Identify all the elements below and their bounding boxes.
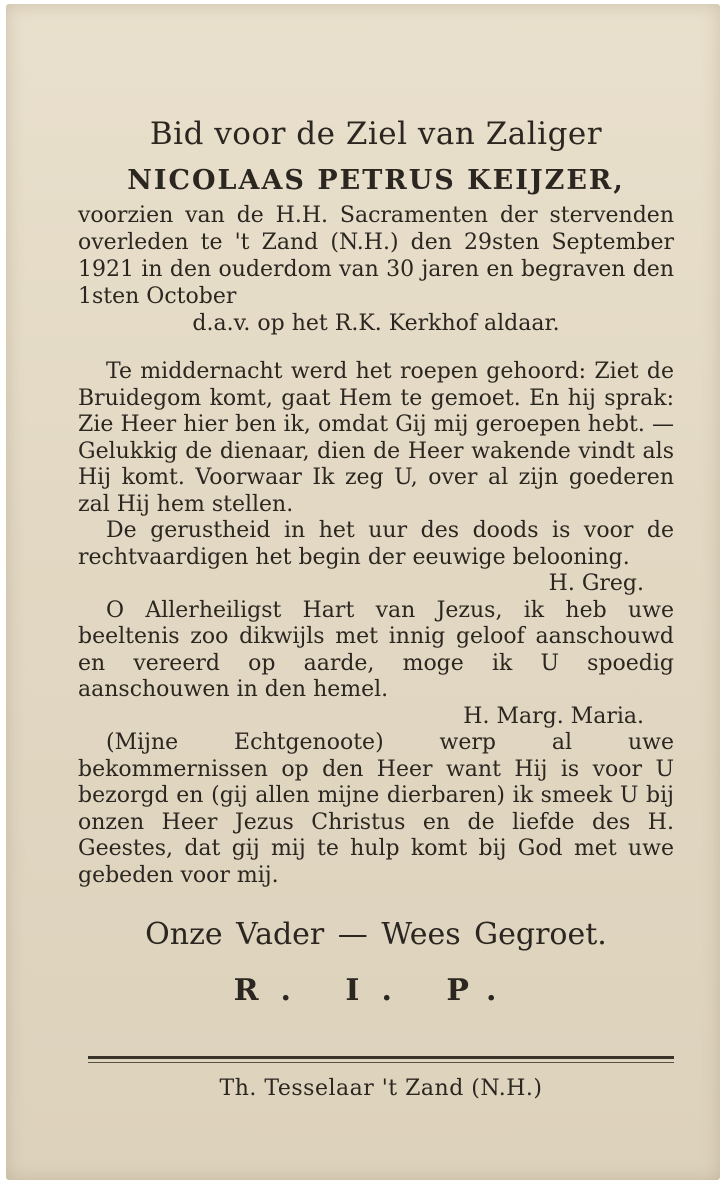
rip: R. I. P. <box>233 973 519 1008</box>
prayer-line: Onze Vader — Wees Gegroet. <box>145 917 607 952</box>
verse-paragraph: (Mijne Echtgenoote) werp al uwe bekommernissen op den Heer want Hij is voor U bezorgd en (gij allen mijne dierbaren) ik smeek U bij onzen Heer Jezus Christus en de liefde des H. Geestes, dat gij mij te hulp komt bij God met uwe gebeden voor mij. <box>78 730 674 888</box>
intro-last-line: d.a.v. op het R.K. Kerkhof aldaar. <box>192 311 560 336</box>
verses <box>78 359 674 889</box>
verse-paragraph: Te middernacht werd het roepen gehoord: Ziet de Bruidegom komt, gaat Hem te gemoet. En hij sprak: Zie Heer hier ben ik, omdat Gij mij geroepen hebt. — Gelukkig de dienaar, dien de Heer wakende vindt als Hij komt. Voorwaar Ik zeg U, over al zijn goederen zal Hij hem stellen. <box>78 359 674 517</box>
heading: Bid voor de Ziel van Zaliger <box>149 116 603 152</box>
intro-main: voorzien van de H.H. Sacramenten der stervenden overleden te 't Zand (N.H.) den 29sten September 1921 in den ouderdom van 30 jaren en begraven den 1sten October <box>78 203 674 309</box>
verse-attribution: H. Greg. <box>548 571 644 596</box>
deceased-name: NICOLAAS PETRUS KEIJZER, <box>127 165 625 196</box>
verse-paragraph: De gerustheid in het uur des doods is voor de rechtvaardigen het begin der eeuwige belooning. <box>78 518 674 570</box>
intro-text <box>78 202 674 337</box>
divider-line <box>88 1056 674 1059</box>
card-content <box>78 114 674 1011</box>
verse-paragraph: O Allerheiligst Hart van Jezus, ik heb uwe beeltenis zoo dikwijls met innig geloof aanschouwd en vereerd op aarde, moge ik U spoedig aanschouwen in den hemel. <box>78 597 674 702</box>
divider-line-thin <box>88 1062 674 1063</box>
printer-credit: Th. Tesselaar 't Zand (N.H.) <box>219 1076 543 1101</box>
verse-attribution: H. Marg. Maria. <box>463 703 644 729</box>
memorial-card <box>6 4 720 1180</box>
